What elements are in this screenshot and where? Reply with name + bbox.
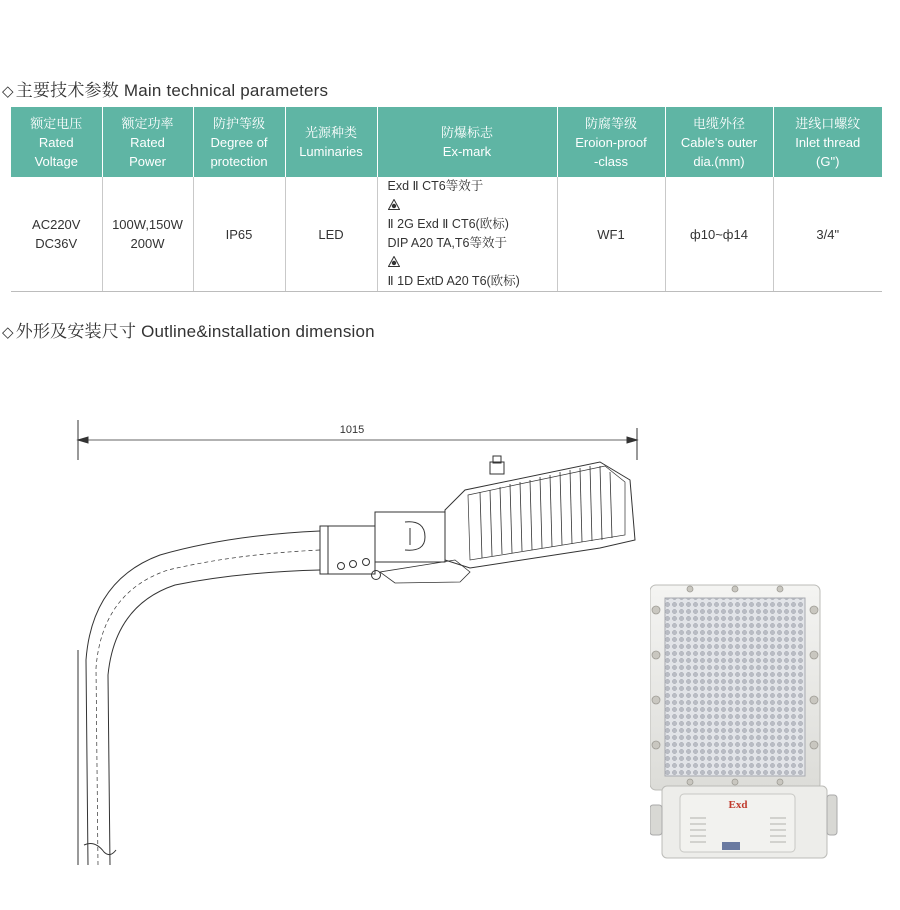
outline-drawing <box>0 400 660 870</box>
cell-power: 100W,150W 200W <box>102 177 193 292</box>
diamond-icon: ◇ <box>2 83 14 100</box>
ex-symbol-icon <box>388 256 400 267</box>
ex-label: Exd <box>728 799 748 811</box>
section-title-text: 外形及安装尺寸 Outline&installation dimension <box>15 322 375 341</box>
arrow-left-icon <box>78 437 88 443</box>
top-knob <box>490 462 504 474</box>
section-title-outline <box>2 317 375 342</box>
side-cable-gland <box>650 805 662 835</box>
header-ex-mark: 防爆标志 Ex-mark <box>377 107 557 177</box>
heat-sink-fins <box>480 466 612 558</box>
pole-inner-edge <box>108 570 320 865</box>
dimension-label: 1015 <box>339 424 365 436</box>
bolt-icon <box>350 561 357 568</box>
section-title-text: 主要技术参数 Main technical parameters <box>15 81 329 100</box>
header-rated-voltage: 额定电压 Rated Voltage <box>11 107 102 177</box>
ex-symbol-icon <box>388 199 400 210</box>
section-title-parameters <box>2 76 328 101</box>
header-corrosion-class: 防腐等级 Eroion-proof -class <box>557 107 665 177</box>
header-rated-power: 额定功率 Rated Power <box>102 107 193 177</box>
table-row <box>11 177 882 292</box>
cell-luminaries: LED <box>285 177 377 292</box>
bracket-clamp <box>405 522 425 550</box>
product-photo <box>650 580 840 865</box>
led-panel <box>665 598 805 776</box>
cell-voltage: AC220V DC36V <box>11 177 102 292</box>
cell-corrosion: WF1 <box>557 177 665 292</box>
cell-thread: 3/4" <box>773 177 882 292</box>
bolt-icon <box>363 559 370 566</box>
parameters-table <box>11 107 882 292</box>
nameplate <box>722 842 740 850</box>
diamond-icon: ◇ <box>2 324 14 341</box>
header-inlet-thread: 进线口螺纹 Inlet thread (G") <box>773 107 882 177</box>
pole-outer-edge <box>86 531 320 865</box>
header-protection: 防护等级 Degree of protection <box>193 107 285 177</box>
header-cable-diameter: 电缆外径 Cable's outer dia.(mm) <box>665 107 773 177</box>
arrow-right-icon <box>627 437 637 443</box>
pole-break-mark <box>84 844 116 855</box>
bolt-icon <box>338 563 345 570</box>
cell-cable: ф10~ф14 <box>665 177 773 292</box>
cell-ex-mark: Exd Ⅱ CT6等效于 Ⅱ 2G Exd Ⅱ CT6(欧标) DIP A20 TA,T6等效于 Ⅱ 1D ExtD A20 T6(欧标) <box>377 177 557 292</box>
pole-centerline <box>96 550 320 865</box>
cell-protection: IP65 <box>193 177 285 292</box>
header-luminaries: 光源种类 Luminaries <box>285 107 377 177</box>
side-cable-gland <box>827 795 837 835</box>
table-header-row <box>11 107 882 177</box>
